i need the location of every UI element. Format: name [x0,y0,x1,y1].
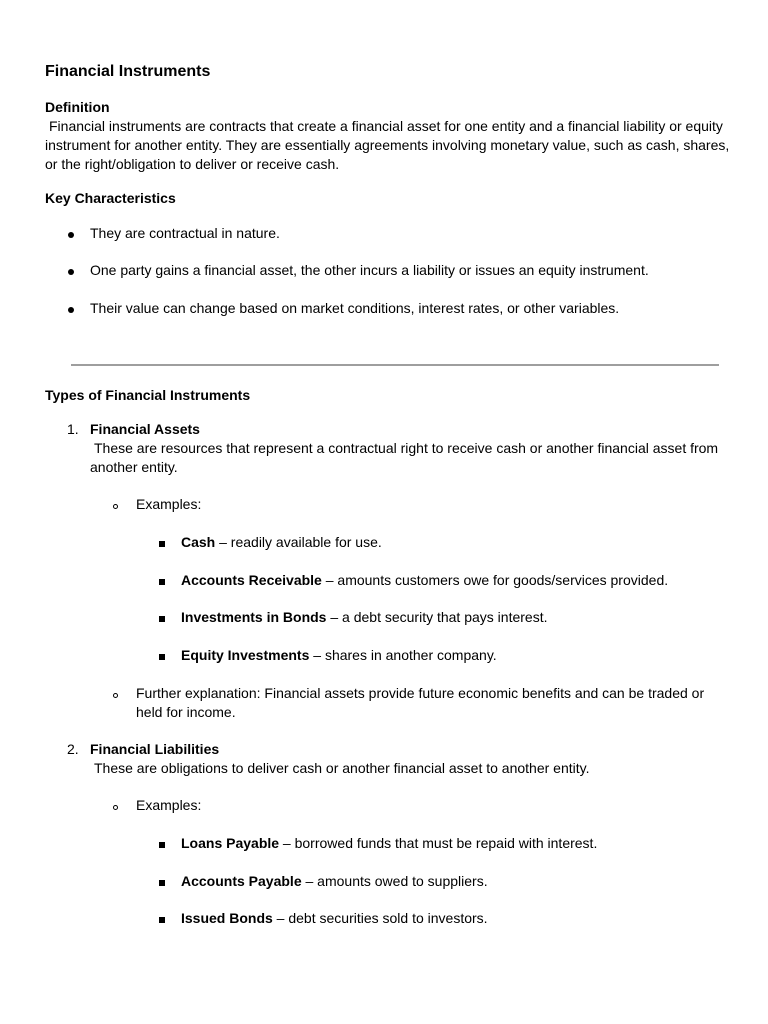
bullet-dot-icon [68,299,74,318]
bullet-ring-icon [113,796,118,815]
bullet-dot-icon [68,261,74,280]
example-item: Investments in Bonds – a debt security that pays interest. [181,609,548,625]
types-heading: Types of Financial Instruments [45,387,251,403]
bullet-square-icon [159,872,165,891]
example-item: Accounts Payable – amounts owed to suppliers. [181,873,488,889]
bullet-ring-icon [113,684,118,703]
example-item: Equity Investments – shares in another company. [181,647,497,663]
page-title: Financial Instruments [45,63,211,80]
financial-assets-description: These are resources that represent a contractual right to receive cash or another financial asset from another entity. [90,440,719,475]
financial-liabilities-title: Financial Liabilities [90,741,220,757]
definition-heading: Definition [45,99,110,115]
key-characteristics-heading: Key Characteristics [45,190,176,206]
example-item: Accounts Receivable – amounts customers owe for goods/services provided. [181,572,669,588]
example-item: Loans Payable – borrowed funds that must be repaid with interest. [181,835,598,851]
characteristic-item: Their value can change based on market conditions, interest rates, or other variables. [90,300,620,316]
characteristic-item: One party gains a financial asset, the other incurs a liability or issues an equity instrument. [90,262,649,278]
bullet-square-icon [159,834,165,853]
definition-text: Financial instruments are contracts that create a financial asset for one entity and a financial liability or equity instrument for another entity. They are essentially agreements involving monetary value, such as cash, shares, or the right/obligation to deliver or receive cash. [45,118,730,172]
examples-label: Examples: [136,496,202,512]
characteristic-item: They are contractual in nature. [90,225,280,241]
financial-liabilities-description: These are obligations to deliver cash or another financial asset to another entity. [94,760,590,776]
list-number: 1. [67,421,79,437]
bullet-dot-icon [68,224,74,243]
horizontal-divider [71,364,719,366]
list-number: 2. [67,741,79,757]
financial-assets-title: Financial Assets [90,421,200,437]
further-explanation: Further explanation: Financial assets provide future economic benefits and can be traded or held for income. [136,685,705,720]
example-item: Cash – readily available for use. [181,534,382,550]
bullet-square-icon [159,646,165,665]
example-item: Issued Bonds – debt securities sold to investors. [181,910,488,926]
bullet-square-icon [159,571,165,590]
examples-label: Examples: [136,797,202,813]
bullet-square-icon [159,909,165,928]
bullet-ring-icon [113,495,118,514]
bullet-square-icon [159,533,165,552]
bullet-square-icon [159,608,165,627]
